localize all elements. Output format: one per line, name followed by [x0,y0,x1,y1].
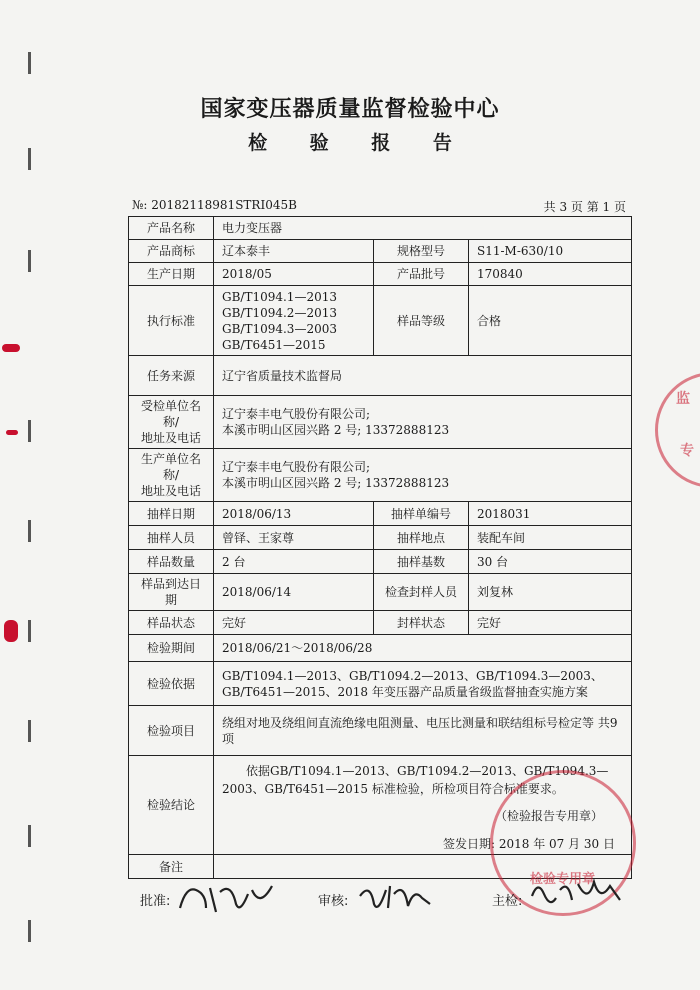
table-row [129,263,632,286]
table-row [129,217,632,240]
table-row [129,356,632,396]
document-title: 检 验 报 告 [248,132,470,154]
standard-line: GB/T1094.3—2003 [222,321,337,336]
inspector-signature [528,872,628,912]
inspected-unit-value [214,396,632,449]
table-row [129,502,632,526]
conclusion-stamp-label: （检验报告专用章） [494,809,603,823]
field-label [129,396,214,449]
approve-label: 批准: [140,894,171,909]
field-label: 抽样地点 [374,526,469,550]
value-line: 辽宁泰丰电气股份有限公司; [222,407,371,421]
field-label: 样品数量 [129,550,214,574]
task-source-value: 辽宁省质量技术监督局 [214,356,632,396]
binding-mark [28,52,31,74]
standard-line: GB/T1094.2—2013 [222,305,337,320]
value-line: 本溪市明山区园兴路 2 号; 13372888123 [222,423,450,437]
table-row [129,396,632,449]
red-ink-mark [2,344,20,352]
table-row [129,240,632,263]
field-label: 规格型号 [374,240,469,263]
field-label: 产品批号 [374,263,469,286]
field-label: 抽样日期 [129,502,214,526]
producer-value [214,449,632,502]
page-info: 共 3 页 第 1 页 [543,200,626,214]
field-label: 抽样人员 [129,526,214,550]
issue-date: 签发日期: 2018 年 07 月 30 日 [442,837,615,851]
batch-value: 170840 [469,263,632,286]
table-row [129,611,632,635]
field-label: 产品商标 [129,240,214,263]
items-value: 绕组对地及绕组间直流绝缘电阻测量、电压比测量和联结组标号检定等 共9项 [214,706,632,756]
table-row [129,449,632,502]
binding-mark [28,825,31,847]
table-row [129,635,632,662]
sampler-value: 曾铎、王家尊 [214,526,374,550]
binding-mark [28,420,31,442]
table-row [129,286,632,356]
seal-checker-value: 刘复林 [469,574,632,611]
sample-state-value: 完好 [214,611,374,635]
arrival-date-value: 2018/06/14 [214,574,374,611]
label-line: 地址及电话 [140,484,201,498]
model-value: S11-M-630/10 [469,240,632,263]
standard-line: GB/T1094.1—2013 [222,289,337,304]
field-label: 任务来源 [129,356,214,396]
label-line: 生产单位名称/ [140,452,201,482]
binding-mark [28,920,31,942]
field-label: 检查封样人员 [374,574,469,611]
report-meta [132,198,626,215]
field-label: 产品名称 [129,217,214,240]
binding-mark [28,620,31,642]
value-line: 本溪市明山区园兴路 2 号; 13372888123 [222,476,450,490]
binding-mark [28,720,31,742]
sampling-site-value: 装配车间 [469,526,632,550]
field-label: 封样状态 [374,611,469,635]
field-label: 样品状态 [129,611,214,635]
product-name-value: 电力变压器 [214,217,632,240]
label-line: 受检单位名称/ [140,399,201,429]
table-row [129,662,632,706]
standard-line: GB/T6451—2015 [222,337,326,352]
value-line: 辽宁泰丰电气股份有限公司; [222,460,371,474]
field-label: 抽样单编号 [374,502,469,526]
reviewer-signature [356,878,436,918]
binding-mark [28,250,31,272]
prod-date-value: 2018/05 [214,263,374,286]
red-ink-mark [4,620,18,642]
field-label: 检验结论 [129,756,214,855]
sample-qty-value: 2 台 [214,550,374,574]
sampling-no-value: 2018031 [469,502,632,526]
sampling-date-value: 2018/06/13 [214,502,374,526]
field-label: 样品等级 [374,286,469,356]
seal-state-value: 完好 [469,611,632,635]
binding-mark [28,520,31,542]
period-value: 2018/06/21～2018/06/28 [214,635,632,662]
field-label: 检验依据 [129,662,214,706]
organization-title: 国家变压器质量监督检验中心 [200,97,500,122]
edge-seal-text: 专 [680,443,694,459]
report-number: №: 20182118981STRI045B [132,198,297,212]
main-inspector-label: 主检: [492,894,523,909]
base-qty-value: 30 台 [469,550,632,574]
field-label: 检验项目 [129,706,214,756]
field-label: 备注 [129,855,214,879]
basis-value: GB/T1094.1—2013、GB/T1094.2—2013、GB/T1094.3—2003、GB/T6451—2015、2018 年变压器产品质量省级监督抽查实施方案 [214,662,632,706]
field-label: 生产日期 [129,263,214,286]
field-label: 抽样基数 [374,550,469,574]
field-label: 检验期间 [129,635,214,662]
field-label: 样品到达日期 [129,574,214,611]
table-row [129,706,632,756]
standards-value [214,286,374,356]
trademark-value: 辽本泰丰 [214,240,374,263]
edge-seal-text: 监 [676,391,690,407]
table-row [129,526,632,550]
grade-value: 合格 [469,286,632,356]
red-ink-mark [6,430,18,435]
table-row [129,574,632,611]
conclusion-text: 依据GB/T1094.1—2013、GB/T1094.2—2013、GB/T1094.3—2003、GB/T6451—2015 标准检验，所检项目符合标准要求。 [222,764,609,796]
label-line: 地址及电话 [140,431,201,445]
official-seal-text: 检验专用章 [530,872,596,887]
field-label: 执行标准 [129,286,214,356]
field-label [129,449,214,502]
review-label: 审核: [318,894,349,909]
table-row [129,550,632,574]
approver-signature [176,878,276,918]
